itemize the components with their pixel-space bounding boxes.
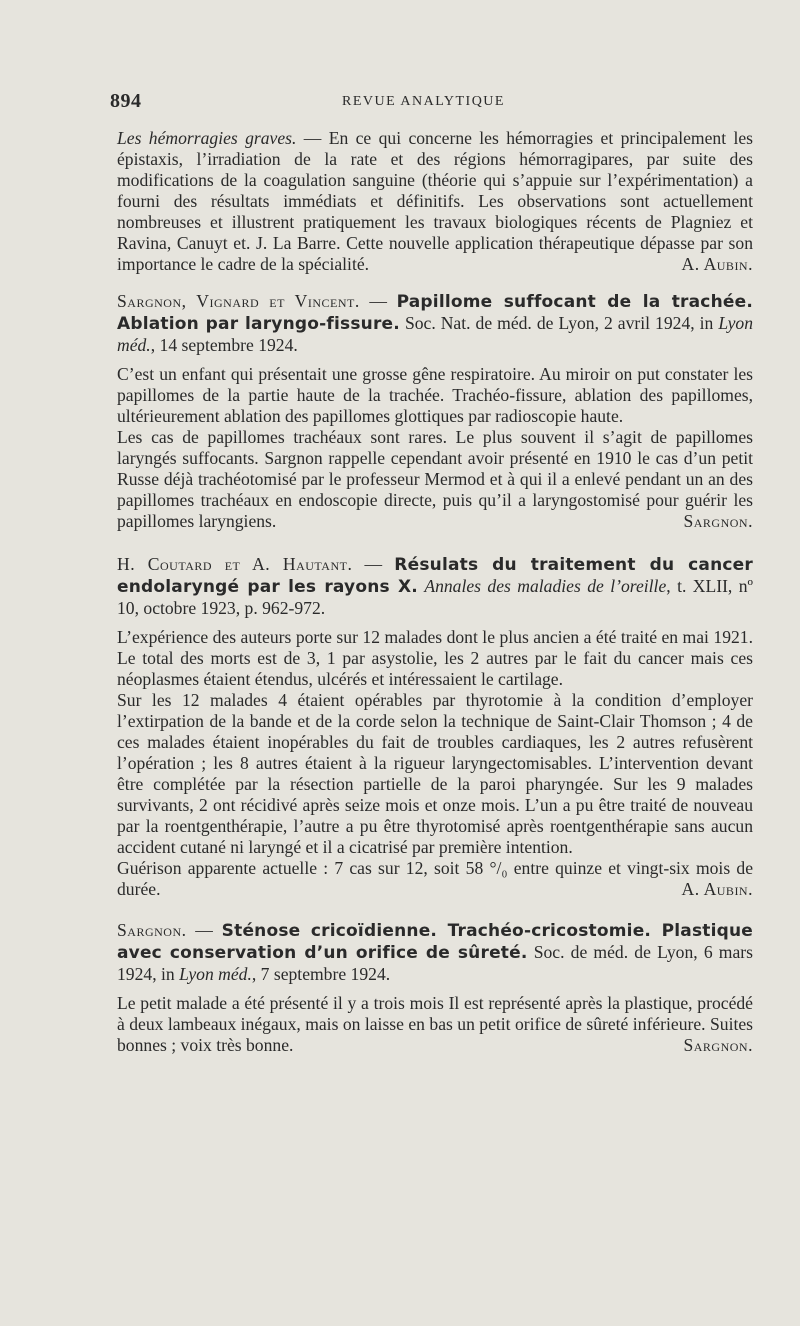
- section-hemorrhages: [117, 128, 753, 275]
- article-papillome-dash: —: [359, 291, 397, 311]
- article-cancer-source: , t. XLII, nº 10, octobre 1923, p. 962-972.: [117, 576, 753, 618]
- article-papillome-date: , 14 septembre 1924.: [150, 335, 298, 355]
- article-cancer-dash: —: [352, 554, 395, 574]
- article-papillome-reference: [117, 291, 753, 356]
- article-papillome-paragraph-2: [117, 427, 753, 532]
- article-stenose-dash: —: [186, 920, 222, 940]
- article-stenose-title: Sténose cricoïdienne. Trachéo-cricostomie. Plastique avec conservation d’un orifice de sûreté.: [117, 921, 754, 963]
- page-number: 894: [110, 90, 142, 112]
- article-cancer-paragraph-3: [117, 858, 753, 900]
- section-hemorrhages-signature: A. Aubin.: [681, 254, 753, 274]
- article-cancer-paragraph-1: L’expérience des auteurs porte sur 12 malades dont le plus ancien a été traité en mai 1921. Le total des morts est de 3, 1 par asystolie, les 2 autres par le fait du cancer mais ces néoplasmes étaient étendus, ulcérés et intéressaient le cartilage.: [117, 627, 753, 689]
- article-stenose-authors: Sargnon.: [117, 920, 187, 940]
- article-stenose-paragraph-1: [117, 993, 753, 1056]
- article-papillome-signature: Sargnon.: [683, 511, 753, 531]
- article-stenose-journal: Lyon méd.: [179, 964, 252, 984]
- article-stenose-reference: [117, 920, 753, 985]
- article-papillome-paragraph-2-text: Les cas de papillomes trachéaux sont rares. Le plus souvent il s’agit de papillomes laryngés suffocants. Sargnon rappelle cependant avoir présenté en 1910 le cas d’un petit Russe déjà trachéotomisé par le professeur Mermod et à qui il a enlevé pendant un an des papillomes trachéaux en endoscopie directe, puis qu’il a laryngostomisé pour guérir les papillomes laryngiens.: [117, 427, 753, 531]
- section-hemorrhages-title: Les hémorragies graves.: [117, 128, 297, 148]
- text-column: [117, 128, 753, 1056]
- article-papillome-source: Soc. Nat. de méd. de Lyon, 2 avril 1924, in: [399, 313, 719, 333]
- article-stenose-signature: Sargnon.: [683, 1035, 753, 1055]
- article-papillome-paragraph-1: C’est un enfant qui présentait une grosse gêne respiratoire. Au miroir on put constater les papillomes de la partie haute de la trachée. Trachéo-fissure, ablation des papillomes, ultérieurement ablation des papillomes glottiques par radioscopie haute.: [117, 364, 753, 426]
- article-cancer-reference: [117, 554, 753, 619]
- running-title: REVUE ANALYTIQUE: [342, 94, 505, 109]
- article-cancer-title: Résulats du traitement du cancer endolaryngé par les rayons X.: [117, 555, 753, 597]
- article-papillome-authors: Sargnon, Vignard et Vincent.: [117, 291, 360, 311]
- section-hemorrhages-text: — En ce qui concerne les hémorragies et principalement les épistaxis, l’irradiation de la rate et des régions hémorragipares, par suite des modifications de la coagulation sanguine (théorie qui s’appuie sur l’expérimentation) a fourni des résultats immédiats et définitifs. Les observations sont actuellement nombreuses et illustrent pratiquement les travaux biologiques récents de Plagniez et Ravina, Canuyt et. J. La Barre. Cette nouvelle application thérapeutique dépasse par son importance le cadre de la spécialité.: [117, 128, 753, 274]
- article-papillome-title: Papillome suffocant de la trachée. Ablation par laryngo-fissure.: [117, 292, 754, 334]
- article-papillome-journal: Lyon méd.: [117, 313, 753, 355]
- page-header: [110, 90, 750, 118]
- article-stenose-date: , 7 septembre 1924.: [251, 964, 391, 984]
- article-cancer-journal: Annales des maladies de l’oreille: [424, 576, 667, 596]
- article-stenose-source: Soc. de méd. de Lyon, 6 mars 1924, in: [117, 942, 753, 984]
- article-stenose-paragraph-1-text: Le petit malade a été présenté il y a trois mois Il est représenté après la plastique, procédé à deux lambeaux inégaux, mais on laisse en bas un petit orifice de sûreté inférieure. Suites bonnes ; voix très bonne.: [117, 993, 753, 1055]
- article-cancer-paragraph-3-text: Guérison apparente actuelle : 7 cas sur 12, soit 58 °/₀ entre quinze et vingt-six mois de durée.: [117, 858, 753, 899]
- article-cancer-paragraph-2: Sur les 12 malades 4 étaient opérables par thyrotomie à la condition d’employer l’extirpation de la bande et de la corde selon la technique de Saint-Clair Thomson ; 4 de ces malades étaient inopérables du fait de troubles cardiaques, les 2 autres refusèrent l’opération ; les 8 autres étaient à la rigueur laryngectomisables. L’intervention devant être complétée par la résection partielle de la paroi pharyngée. Sur les 9 malades survivants, 2 ont récidivé après seize mois et onze mois. L’un a pu être traité de nouveau par la roentgenthérapie, l’autre a pu être thyrotomisé après roentgenthérapie sans aucun accident cutané ni laryngé et il a cicatrisé par première intention.: [117, 690, 753, 857]
- article-cancer-authors: H. Coutard et A. Hautant.: [117, 554, 353, 574]
- article-cancer-signature: A. Aubin.: [681, 879, 753, 899]
